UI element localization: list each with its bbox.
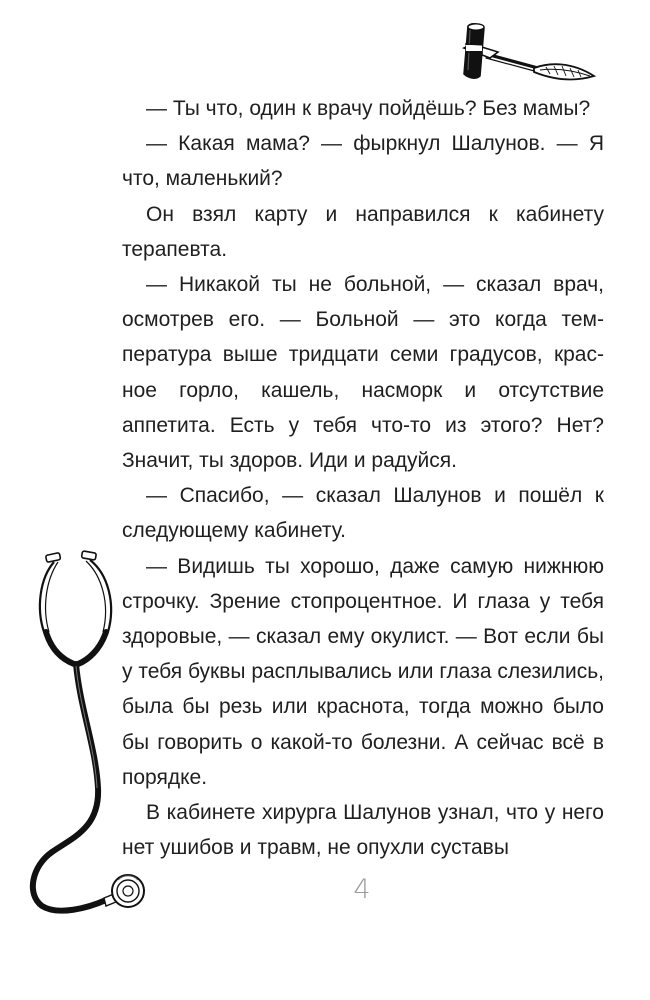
page-number: 4 — [353, 874, 371, 905]
story-text — [122, 91, 604, 865]
paragraph: — Никакой ты не больной, — сказал врач, осмотрев его. — Больной — это когда температура выше тридцати семи градусов, красное горло, кашель, насморк и отсутствие аппетита. Есть у тебя что-то из этого? Нет? Значит, ты здоров. Иди и радуйся. — [122, 273, 604, 473]
paragraph: — Видишь ты хорошо, даже самую нижнюю строчку. Зрение стопроцентное. И глаза у тебя здоровые, — сказал ему окулист. — Вот если бы у тебя буквы расплывались или глаза слезились, была бы резь или краснота, тогда можно было бы говорить о какой-то болезни. А сейчас всё в порядке. — [122, 554, 604, 789]
paragraph: Он взял карту и направился к кабинету терапевта. — [122, 202, 604, 261]
paragraph: — Спасибо, — сказал Шалунов и пошёл к следующему кабинету. — [122, 484, 604, 543]
paragraph: — Ты что, один к врачу пойдёшь? Без мамы? — [146, 97, 591, 120]
reflex-hammer-icon — [446, 18, 606, 90]
paragraph: В кабинете хирурга Шалунов узнал, что у него нет ушибов и травм, не опухли суставы — [122, 801, 604, 860]
paragraph: — Какая мама? — фыркнул Шалунов. — Я что, маленький? — [122, 132, 604, 191]
